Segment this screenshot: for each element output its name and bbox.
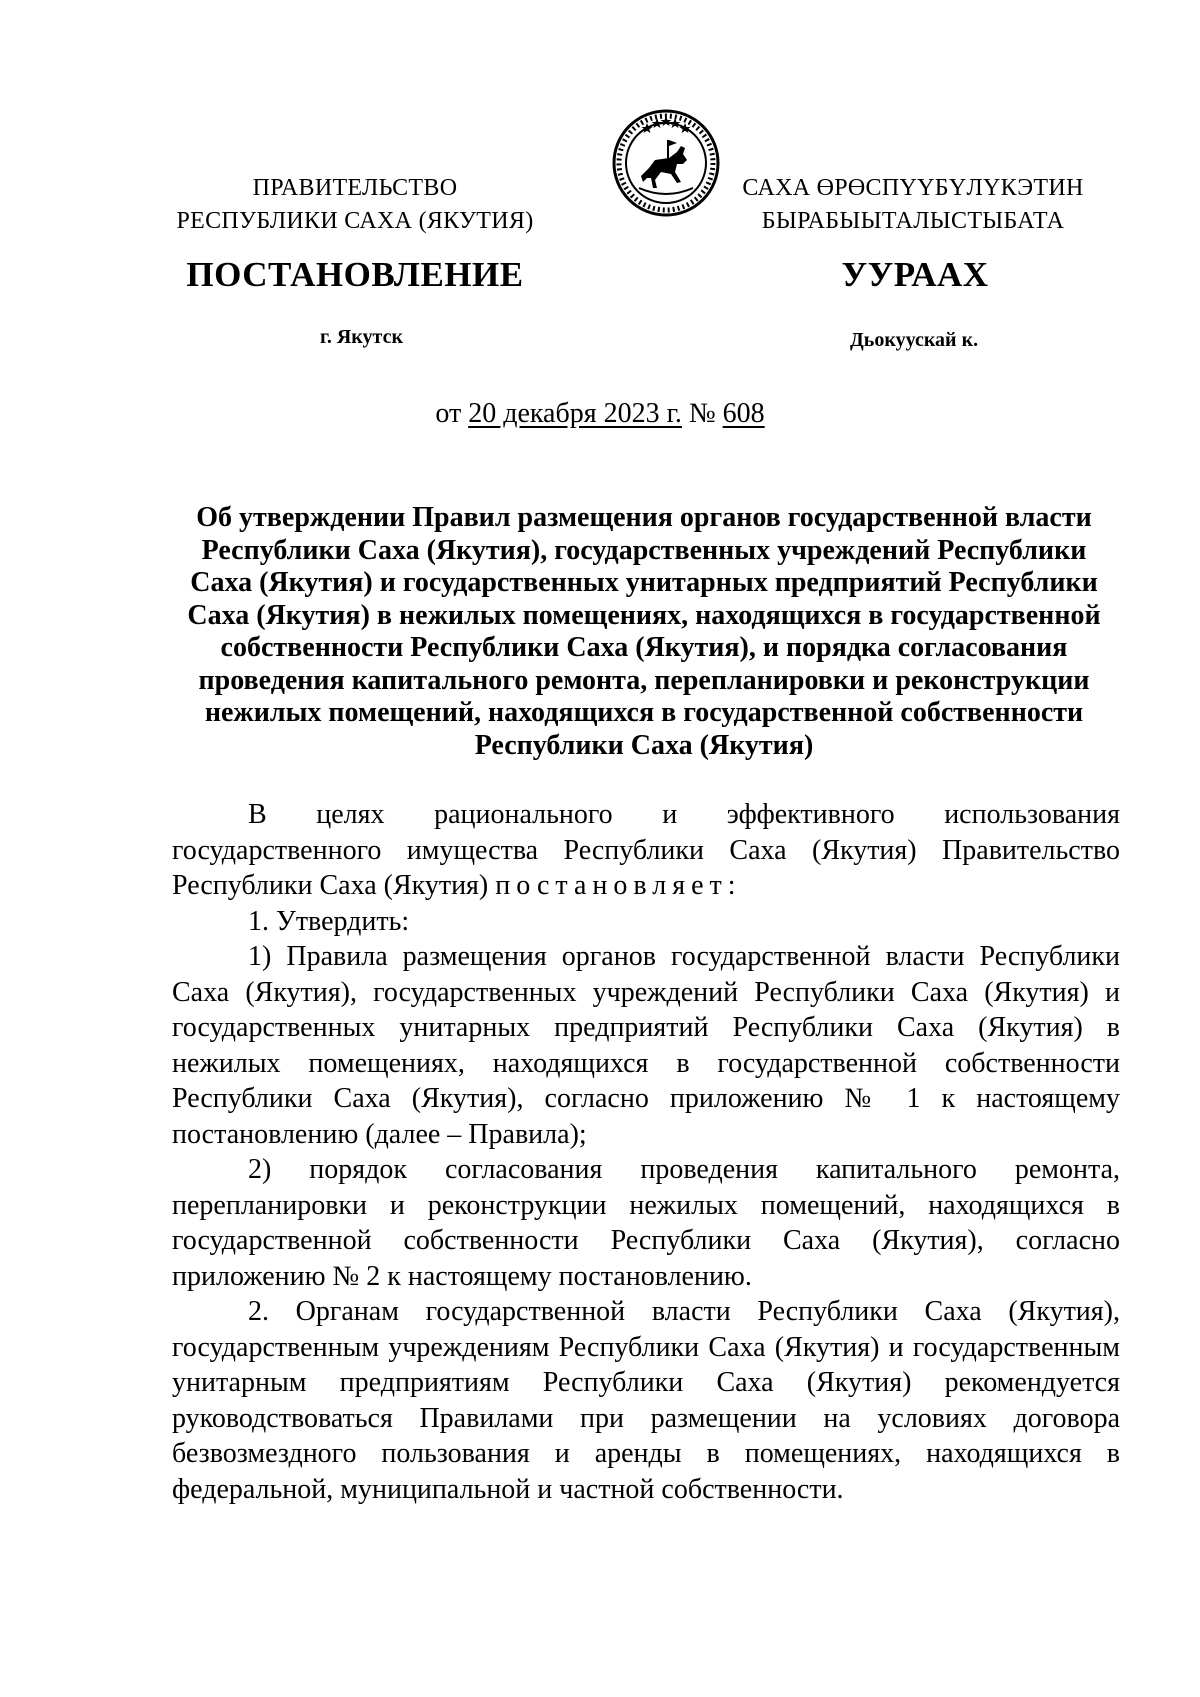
document-date-number	[0, 398, 1200, 430]
document-body	[172, 797, 1120, 1507]
clause-2: 2. Органам государственной власти Республики Саха (Якутия), государственным учреждениям Республики Саха (Якутия) и государственным унитарным предприятиям Республики Саха (Якутия) рекомендуется руководствоваться Правилами при размещении на условиях договора безвозмездного пользования и аренды в помещениях, находящихся в федеральной, муниципальной и частной собственности.	[172, 1296, 1120, 1505]
issuer-name-russian	[155, 172, 555, 238]
intro-verb: постановляет:	[495, 870, 742, 901]
document-type-russian: ПОСТАНОВЛЕНИЕ	[186, 255, 524, 294]
intro-paragraph	[172, 797, 1120, 904]
document-title: Об утверждении Правил размещения органов государственной власти Республики Саха (Якутия), государственных учреждений Республики Саха (Якутия) и государственных унитарных предприятий Республики Саха (Якутия) в нежилых помещениях, находящихся в государственной собственности Республики Саха (Якутия), и порядка согласования проведения капитального ремонта, перепланировки и реконструкции нежилых помещений, находящихся в государственной собственности Республики Саха (Якутия)	[187, 502, 1101, 761]
city-yakut: Дьокуускай к.	[850, 329, 979, 351]
coat-of-arms-icon	[611, 108, 721, 218]
issuer-yakut-line-1: САХА ӨРӨСПҮҮБҮЛҮКЭТИН	[742, 175, 1084, 201]
document-date: 20 декабря 2023 г.	[468, 398, 682, 429]
issuer-line-1: ПРАВИТЕЛЬСТВО	[252, 175, 458, 201]
intro-text: В целях рационального и эффективного использования государственного имущества Республики Саха (Якутия) Правительство Республики Саха (Якутия)	[172, 799, 1120, 901]
clause-1: 1. Утвердить:	[248, 905, 410, 937]
document-type-yakut: УУРААХ	[841, 255, 989, 294]
document-number: 608	[722, 398, 765, 429]
clause-1-item-2: 2) порядок согласования проведения капитального ремонта, перепланировки и реконструкции нежилых помещений, находящихся в государственной собственности Республики Саха (Якутия), согласно приложению № 2 к настоящему постановлению.	[172, 1154, 1120, 1292]
number-sign: №	[688, 398, 716, 429]
issuer-name-yakut	[718, 172, 1108, 238]
date-prefix: от	[435, 398, 462, 429]
city-russian: г. Якутск	[320, 326, 403, 348]
issuer-line-2: РЕСПУБЛИКИ САХА (ЯКУТИЯ)	[176, 208, 534, 234]
issuer-yakut-line-2: БЫРАБЫЫТАЛЫСТЫБАТА	[761, 208, 1065, 234]
clause-1-item-1: 1) Правила размещения органов государственной власти Республики Саха (Якутия), государственных учреждений Республики Саха (Якутия) и государственных унитарных предприятий Республики Саха (Якутия) в нежилых помещениях, находящихся в государственной собственности Республики Саха (Якутия), согласно приложению № 1 к настоящему постановлению (далее – Правила);	[172, 941, 1120, 1150]
